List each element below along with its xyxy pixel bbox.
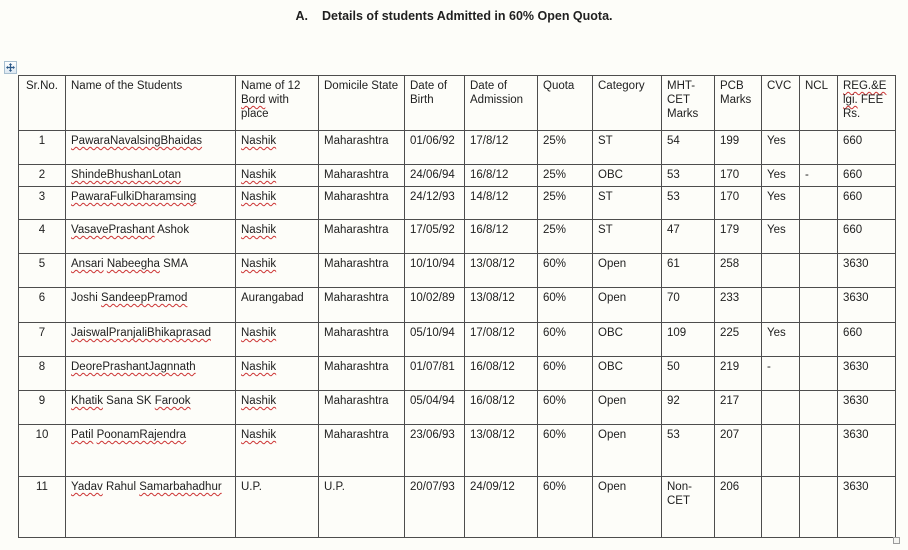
column-header-cet bbox=[662, 76, 715, 131]
cell-pcb: 225 bbox=[715, 323, 762, 357]
cell-sr: 5 bbox=[19, 254, 66, 288]
cell-domicile: Maharashtra bbox=[319, 187, 405, 220]
cell-fee: 3630 bbox=[838, 425, 896, 477]
column-header-pcb bbox=[715, 76, 762, 131]
column-header-board bbox=[236, 76, 319, 131]
cell-pcb: 170 bbox=[715, 165, 762, 187]
cell-sr: 1 bbox=[19, 131, 66, 165]
column-header-quota bbox=[538, 76, 593, 131]
word: Name of 12 bbox=[241, 80, 304, 92]
cell-quota: 25% bbox=[538, 165, 593, 187]
misspelled-word: JaiswalPranjaliBhikaprasad bbox=[71, 327, 211, 339]
word: MHT-CET Marks bbox=[667, 80, 699, 120]
cell-sr: 11 bbox=[19, 477, 66, 538]
column-header-dob bbox=[405, 76, 465, 131]
misspelled-word: Nashik bbox=[241, 169, 277, 181]
table-row bbox=[19, 254, 896, 288]
cell-fee: 3630 bbox=[838, 254, 896, 288]
cell-category: OBC bbox=[593, 165, 662, 187]
cell-doa: 17/8/12 bbox=[465, 131, 538, 165]
word: SMA bbox=[159, 258, 189, 270]
cell-doa: 14/8/12 bbox=[465, 187, 538, 220]
cell-dob: 01/07/81 bbox=[405, 357, 465, 391]
cell-pcb: 206 bbox=[715, 477, 762, 538]
cell-name bbox=[66, 425, 236, 477]
table-row bbox=[19, 357, 896, 391]
word: Date of Birth bbox=[410, 80, 451, 106]
cell-category: OBC bbox=[593, 357, 662, 391]
cell-name bbox=[66, 357, 236, 391]
cell-sr: 3 bbox=[19, 187, 66, 220]
cell-name bbox=[66, 131, 236, 165]
word: PCB Marks bbox=[720, 80, 752, 106]
cell-board bbox=[236, 391, 319, 425]
cell-name bbox=[66, 391, 236, 425]
cell-sr: 4 bbox=[19, 220, 66, 254]
misspelled-word: Nashik bbox=[241, 191, 277, 203]
cell-board bbox=[236, 165, 319, 187]
table-row bbox=[19, 391, 896, 425]
cell-pcb: 258 bbox=[715, 254, 762, 288]
cell-doa: 13/08/12 bbox=[465, 425, 538, 477]
cell-ncl bbox=[800, 391, 838, 425]
cell-category: Open bbox=[593, 288, 662, 323]
cell-cvc bbox=[762, 477, 800, 538]
cell-cvc: Yes bbox=[762, 323, 800, 357]
column-header-cvc bbox=[762, 76, 800, 131]
table-row bbox=[19, 187, 896, 220]
misspelled-word: Samarbahadhur bbox=[139, 481, 222, 493]
misspelled-word: Farook bbox=[154, 395, 191, 407]
cell-doa: 16/08/12 bbox=[465, 391, 538, 425]
cell-domicile: Maharashtra bbox=[319, 165, 405, 187]
cell-cvc: Yes bbox=[762, 165, 800, 187]
misspelled-word: PoonamRajendra bbox=[96, 429, 187, 441]
cell-ncl bbox=[800, 477, 838, 538]
list-marker: A. bbox=[295, 9, 308, 23]
cell-board bbox=[236, 477, 319, 538]
cell-dob: 17/05/92 bbox=[405, 220, 465, 254]
word: Ashok bbox=[154, 224, 190, 236]
misspelled-word: Bord bbox=[241, 94, 266, 106]
cell-category: ST bbox=[593, 131, 662, 165]
cell-board bbox=[236, 254, 319, 288]
page-title bbox=[0, 9, 908, 23]
table-row bbox=[19, 131, 896, 165]
table-row bbox=[19, 425, 896, 477]
misspelled-word: VasavePrashant bbox=[71, 224, 155, 236]
cell-doa: 16/8/12 bbox=[465, 220, 538, 254]
word: Quota bbox=[543, 80, 575, 92]
cell-dob: 24/12/93 bbox=[405, 187, 465, 220]
cell-quota: 60% bbox=[538, 288, 593, 323]
column-header-domicile bbox=[319, 76, 405, 131]
table-header bbox=[19, 76, 896, 131]
misspelled-word: Nashik bbox=[241, 361, 277, 373]
cell-category: ST bbox=[593, 187, 662, 220]
students-table bbox=[18, 75, 896, 538]
table-body bbox=[19, 131, 896, 538]
word: Category bbox=[598, 80, 645, 92]
cell-cet: 54 bbox=[662, 131, 715, 165]
table-row bbox=[19, 165, 896, 187]
cell-quota: 25% bbox=[538, 220, 593, 254]
cell-dob: 01/06/92 bbox=[405, 131, 465, 165]
cell-board bbox=[236, 220, 319, 254]
misspelled-word: Yadav bbox=[71, 481, 103, 493]
cell-pcb: 217 bbox=[715, 391, 762, 425]
misspelled-word: Nashik bbox=[241, 429, 277, 441]
cell-board bbox=[236, 288, 319, 323]
word: with place bbox=[241, 94, 293, 120]
cell-name bbox=[66, 288, 236, 323]
word: CVC bbox=[767, 80, 792, 92]
cell-domicile: U.P. bbox=[319, 477, 405, 538]
cell-quota: 60% bbox=[538, 425, 593, 477]
cell-category: Open bbox=[593, 425, 662, 477]
cell-fee: 660 bbox=[838, 187, 896, 220]
table-row bbox=[19, 220, 896, 254]
cell-cvc: Yes bbox=[762, 131, 800, 165]
word: FEE Rs. bbox=[843, 94, 887, 120]
cell-ncl: - bbox=[800, 165, 838, 187]
word: Domicile State bbox=[324, 80, 399, 92]
table-move-icon[interactable] bbox=[4, 61, 17, 74]
cell-ncl bbox=[800, 220, 838, 254]
misspelled-word: REG.&E bbox=[843, 80, 887, 92]
word: U.P. bbox=[241, 481, 262, 493]
cell-doa: 24/09/12 bbox=[465, 477, 538, 538]
word: Rahul bbox=[102, 481, 140, 493]
cell-cet: 50 bbox=[662, 357, 715, 391]
column-header-ncl bbox=[800, 76, 838, 131]
cell-fee: 3630 bbox=[838, 391, 896, 425]
cell-pcb: 207 bbox=[715, 425, 762, 477]
cell-pcb: 199 bbox=[715, 131, 762, 165]
page-title-text: Details of students Admitted in 60% Open Quota. bbox=[321, 9, 613, 23]
cell-category: OBC bbox=[593, 323, 662, 357]
cell-cvc: Yes bbox=[762, 220, 800, 254]
cell-board bbox=[236, 131, 319, 165]
cell-domicile: Maharashtra bbox=[319, 323, 405, 357]
cell-dob: 20/07/93 bbox=[405, 477, 465, 538]
four-arrow-move-icon bbox=[6, 63, 15, 72]
misspelled-word: DeorePrashantJagnnath bbox=[71, 361, 196, 373]
table-row bbox=[19, 323, 896, 357]
cell-pcb: 219 bbox=[715, 357, 762, 391]
cell-name bbox=[66, 187, 236, 220]
header-row bbox=[19, 76, 896, 131]
cell-ncl bbox=[800, 131, 838, 165]
cell-quota: 60% bbox=[538, 254, 593, 288]
word: Aurangabad bbox=[241, 292, 304, 304]
cell-doa: 13/08/12 bbox=[465, 254, 538, 288]
cell-cvc: - bbox=[762, 357, 800, 391]
column-header-sr bbox=[19, 76, 66, 131]
cell-cet: 109 bbox=[662, 323, 715, 357]
cell-category: ST bbox=[593, 220, 662, 254]
cell-cvc bbox=[762, 254, 800, 288]
cell-name bbox=[66, 254, 236, 288]
cell-sr: 6 bbox=[19, 288, 66, 323]
misspelled-word: Nashik bbox=[241, 327, 277, 339]
cell-domicile: Maharashtra bbox=[319, 357, 405, 391]
word: Sana SK bbox=[102, 395, 155, 407]
column-header-doa bbox=[465, 76, 538, 131]
cell-cvc: Yes bbox=[762, 187, 800, 220]
cell-quota: 60% bbox=[538, 323, 593, 357]
column-header-fee bbox=[838, 76, 896, 131]
table-row bbox=[19, 477, 896, 538]
cell-ncl bbox=[800, 187, 838, 220]
cell-cvc bbox=[762, 288, 800, 323]
cell-board bbox=[236, 187, 319, 220]
misspelled-word: PawaraFulkiDharamsing bbox=[71, 191, 197, 203]
cell-name bbox=[66, 323, 236, 357]
cell-pcb: 179 bbox=[715, 220, 762, 254]
cell-pcb: 170 bbox=[715, 187, 762, 220]
cell-pcb: 233 bbox=[715, 288, 762, 323]
cell-dob: 10/02/89 bbox=[405, 288, 465, 323]
cell-dob: 24/06/94 bbox=[405, 165, 465, 187]
cell-fee: 660 bbox=[838, 323, 896, 357]
misspelled-word: Patil bbox=[71, 429, 94, 441]
cell-category: Open bbox=[593, 477, 662, 538]
cell-fee: 3630 bbox=[838, 357, 896, 391]
cell-cet: 70 bbox=[662, 288, 715, 323]
cell-quota: 60% bbox=[538, 357, 593, 391]
cell-domicile: Maharashtra bbox=[319, 254, 405, 288]
cell-cvc bbox=[762, 391, 800, 425]
cell-doa: 16/8/12 bbox=[465, 165, 538, 187]
word: Joshi bbox=[71, 292, 102, 304]
cell-cet: Non-CET bbox=[662, 477, 715, 538]
cell-domicile: Maharashtra bbox=[319, 425, 405, 477]
cell-fee: 660 bbox=[838, 220, 896, 254]
cell-category: Open bbox=[593, 254, 662, 288]
word: Name of the Students bbox=[71, 80, 183, 92]
word: Sr.No. bbox=[26, 80, 58, 92]
misspelled-word: Nashik bbox=[241, 224, 277, 236]
misspelled-word: ShindeBhushanLotan bbox=[71, 169, 181, 181]
cell-doa: 13/08/12 bbox=[465, 288, 538, 323]
column-header-category bbox=[593, 76, 662, 131]
word: Date of Admission bbox=[470, 80, 524, 106]
cell-ncl bbox=[800, 288, 838, 323]
cell-board bbox=[236, 357, 319, 391]
cell-quota: 60% bbox=[538, 477, 593, 538]
cell-dob: 10/10/94 bbox=[405, 254, 465, 288]
cell-cet: 92 bbox=[662, 391, 715, 425]
misspelled-word: Nabeegha bbox=[106, 258, 160, 270]
cell-quota: 60% bbox=[538, 391, 593, 425]
misspelled-word: lgi. bbox=[843, 94, 858, 106]
cell-ncl bbox=[800, 357, 838, 391]
cell-ncl bbox=[800, 254, 838, 288]
word: NCL bbox=[805, 80, 829, 92]
cell-dob: 05/10/94 bbox=[405, 323, 465, 357]
cell-sr: 7 bbox=[19, 323, 66, 357]
cell-fee: 660 bbox=[838, 131, 896, 165]
cell-cvc bbox=[762, 425, 800, 477]
cell-fee: 3630 bbox=[838, 288, 896, 323]
column-header-name bbox=[66, 76, 236, 131]
cell-name bbox=[66, 220, 236, 254]
cell-sr: 2 bbox=[19, 165, 66, 187]
cell-doa: 17/08/12 bbox=[465, 323, 538, 357]
misspelled-word: Khatik bbox=[71, 395, 103, 407]
cell-doa: 16/08/12 bbox=[465, 357, 538, 391]
cell-fee: 660 bbox=[838, 165, 896, 187]
cell-cet: 53 bbox=[662, 165, 715, 187]
cell-domicile: Maharashtra bbox=[319, 220, 405, 254]
misspelled-word: SandeepPramod bbox=[101, 292, 188, 304]
cell-name bbox=[66, 165, 236, 187]
cell-cet: 61 bbox=[662, 254, 715, 288]
cell-ncl bbox=[800, 425, 838, 477]
cell-domicile: Maharashtra bbox=[319, 131, 405, 165]
misspelled-word: PawaraNavalsingBhaidas bbox=[71, 135, 203, 147]
cell-dob: 23/06/93 bbox=[405, 425, 465, 477]
cell-board bbox=[236, 323, 319, 357]
cell-cet: 47 bbox=[662, 220, 715, 254]
cell-domicile: Maharashtra bbox=[319, 288, 405, 323]
cell-name bbox=[66, 477, 236, 538]
cell-cet: 53 bbox=[662, 187, 715, 220]
table-row bbox=[19, 288, 896, 323]
cell-ncl bbox=[800, 323, 838, 357]
misspelled-word: Nashik bbox=[241, 258, 277, 270]
misspelled-word: Ansari bbox=[71, 258, 104, 270]
cell-board bbox=[236, 425, 319, 477]
cell-sr: 10 bbox=[19, 425, 66, 477]
cell-fee: 3630 bbox=[838, 477, 896, 538]
cell-sr: 9 bbox=[19, 391, 66, 425]
cell-quota: 25% bbox=[538, 131, 593, 165]
cell-sr: 8 bbox=[19, 357, 66, 391]
misspelled-word: Nashik bbox=[241, 395, 277, 407]
cell-quota: 25% bbox=[538, 187, 593, 220]
cell-category: Open bbox=[593, 391, 662, 425]
table-resize-icon[interactable] bbox=[893, 537, 900, 544]
misspelled-word: Nashik bbox=[241, 135, 277, 147]
cell-cet: 53 bbox=[662, 425, 715, 477]
cell-domicile: Maharashtra bbox=[319, 391, 405, 425]
cell-dob: 05/04/94 bbox=[405, 391, 465, 425]
